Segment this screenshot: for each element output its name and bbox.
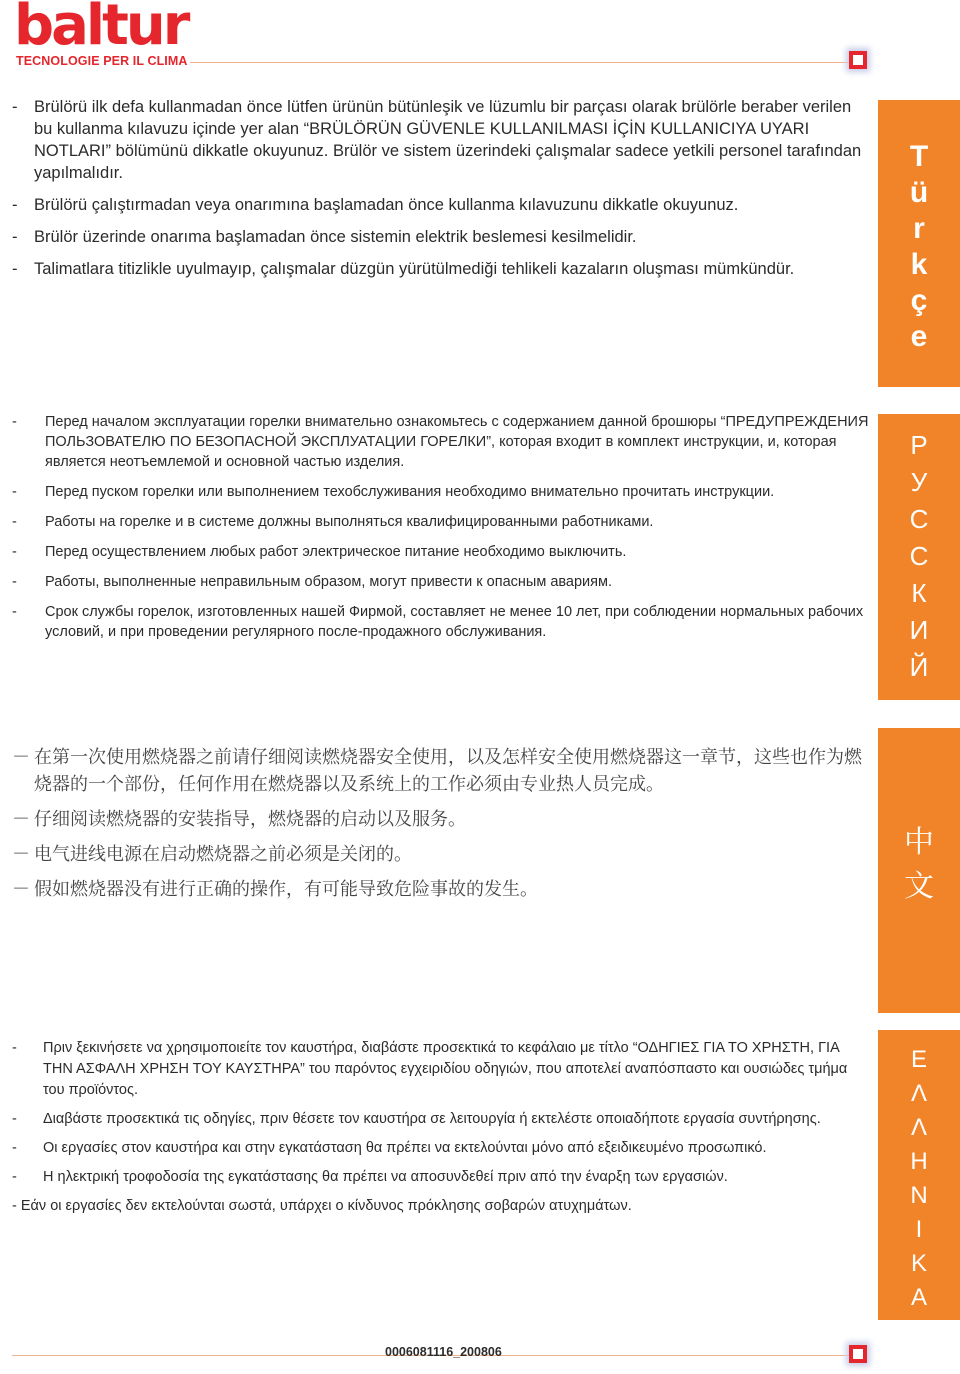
tab-letter: Ν bbox=[910, 1182, 928, 1209]
chinese-warning-2: － 仔细阅读燃烧器的安装指导，燃烧器的启动以及服务。 bbox=[12, 806, 862, 833]
russian-warning-2: - Перед пуском горелки или выполнением техобслуживания необходимо внимательно прочитать инструкции. bbox=[12, 484, 775, 500]
russian-warning-5: - Работы, выполненные неправильным образом, могут привести к опасным авариям. bbox=[12, 574, 613, 590]
bullet: － bbox=[12, 747, 30, 768]
bullet: - bbox=[12, 1169, 17, 1185]
bullet: - bbox=[12, 1040, 17, 1056]
turkish-language-tab bbox=[878, 100, 960, 387]
russian-warning-6: - Срок службы горелок, изготовленных нашей Фирмой, составляет не менее 10 лет, при соблюдении нормальных рабочих условий, и при проведении регулярного после-продажного обслуживания. bbox=[12, 604, 864, 640]
bullet: - bbox=[12, 574, 17, 590]
greek-warning-3: - Οι εργασίες στον καυστήρα και στην εγκατάσταση θα πρέπει να εκτελούνται μόνο από εξειδικευμένο προσωπικό. bbox=[12, 1138, 870, 1159]
chinese-section bbox=[12, 744, 862, 903]
bullet: - bbox=[12, 544, 17, 560]
bullet: － bbox=[12, 809, 30, 830]
russian-warning-4: - Перед осуществлением любых работ электрическое питание необходимо выключить. bbox=[12, 544, 627, 560]
chinese-warning-4: － 假如燃烧器没有进行正确的操作，有可能导致危险事故的发生。 bbox=[12, 876, 862, 903]
document-code: 0006081116_200806 bbox=[385, 1345, 502, 1359]
bullet: - bbox=[12, 604, 17, 620]
tab-letter: Η bbox=[910, 1148, 928, 1175]
tab-letter: Й bbox=[909, 652, 929, 682]
chinese-language-tab bbox=[878, 728, 960, 1013]
tab-letter: И bbox=[909, 615, 929, 645]
russian-section bbox=[12, 412, 872, 642]
russian-warning-3: - Работы на горелке и в системе должны выполняться квалифицированными работниками. bbox=[12, 514, 654, 530]
turkish-warning-1: - Brülörü ilk defa kullanmadan önce lütfen ürünün bütünleşik ve lüzumlu bir parçası olarak brülörle beraber verilen bu kullanma kılavuzu içinde yer alan “BRÜLÖRÜN GÜVENLE KULLANILMASI İÇİN KULLANICIYA UYARI NOTLARI” bölümünü dikkatle okuyunuz. Brülör ve sistem üzerindeki çalışmalar sadece yetkili personel tarafından yapılmalıdır. bbox=[12, 98, 862, 182]
bullet: - bbox=[12, 1111, 17, 1127]
greek-warning-4: - Η ηλεκτρική τροφοδοσία της εγκατάστασης θα πρέπει να αποσυνδεθεί πριν από την έναρξη των εργασιών. bbox=[12, 1167, 870, 1188]
greek-warning-5: - Εάν οι εργασίες δεν εκτελούνται σωστά, υπάρχει ο κίνδυνος πρόκλησης σοβαρών ατυχημάτων. bbox=[12, 1198, 632, 1214]
tab-letter: T bbox=[909, 140, 929, 173]
tab-letter: e bbox=[910, 320, 928, 353]
tab-letter: Ι bbox=[915, 1216, 923, 1243]
bullet: - bbox=[12, 414, 17, 430]
tab-letter: 文 bbox=[904, 869, 934, 904]
logo-wordmark: baltur bbox=[14, 0, 188, 58]
turkish-section bbox=[12, 96, 862, 280]
tab-letter: С bbox=[909, 541, 929, 571]
header-rule bbox=[190, 62, 850, 63]
bullet: - bbox=[12, 260, 18, 278]
tab-letter: У bbox=[910, 467, 928, 497]
greek-warning-2: - Διαβάστε προσεκτικά τις οδηγίες, πριν θέσετε τον καυστήρα σε λειτουργία ή εκτελέστε οποιαδήποτε εργασία συντήρησης. bbox=[12, 1109, 870, 1130]
tab-letter: Λ bbox=[910, 1114, 928, 1141]
logo-tagline: TECNOLOGIE PER IL CLIMA bbox=[16, 54, 188, 68]
tab-letter: k bbox=[910, 248, 928, 281]
bullet: － bbox=[12, 844, 30, 865]
tab-letter: ü bbox=[909, 176, 929, 209]
tab-letter: Α bbox=[910, 1284, 927, 1311]
tab-letter: Ε bbox=[910, 1046, 927, 1073]
greek-section bbox=[12, 1038, 870, 1217]
bullet: - bbox=[12, 1140, 17, 1156]
tab-letter: С bbox=[909, 504, 929, 534]
turkish-warning-2: - Brülörü çalıştırmadan veya onarımına başlamadan önce kullanma kılavuzunu dikkatle okuyunuz. bbox=[12, 196, 739, 214]
bullet: - bbox=[12, 514, 17, 530]
tab-letter: 中 bbox=[904, 825, 934, 860]
tab-letter: Р bbox=[910, 430, 928, 460]
russian-language-tab bbox=[878, 414, 960, 700]
bullet: - bbox=[12, 484, 17, 500]
tab-letter: ç bbox=[910, 284, 928, 317]
tab-letter: Λ bbox=[910, 1080, 928, 1107]
tab-letter: Κ bbox=[910, 1250, 927, 1277]
chinese-warning-1: － 在第一次使用燃烧器之前请仔细阅读燃烧器安全使用，以及怎样安全使用燃烧器这一章节，这些也作为燃烧器的一个部份，任何作用在燃烧器以及系统上的工作必须由专业热人员完成。 bbox=[12, 744, 862, 798]
turkish-warning-3: - Brülör üzerinde onarıma başlamadan önce sistemin elektrik beslemesi kesilmelidir. bbox=[12, 228, 637, 246]
turkish-warning-4: - Talimatlara titizlikle uyulmayıp, çalışmalar düzgün yürütülmediği tehlikeli kazaların oluşması mümkündür. bbox=[12, 260, 795, 278]
corner-square-bottom bbox=[849, 1345, 867, 1363]
greek-warning-1: - Πριν ξεκινήσετε να χρησιμοποιείτε τον καυστήρα, διαβάστε προσεκτικά το κεφάλαιο με τίτλο “ΟΔΗΓΙΕΣ ΓΙΑ ΤΟ ΧΡΗΣΤΗ, ΓΙΑ ΤΗΝ ΑΣΦΑΛΗ ΧΡΗΣΗ ΤΟΥ ΚΑΥΣΤΗΡΑ” του παρόντος εγχειριδίου οδηγιών, που αποτελεί αναπόσπαστο και ουσιώδες τμήμα του προϊόντος. bbox=[12, 1040, 848, 1098]
tab-letter: r bbox=[913, 212, 925, 245]
bullet: - bbox=[12, 228, 18, 246]
russian-warning-1: - Перед началом эксплуатации горелки внимательно ознакомьтесь с содержанием данной брошюры “ПРЕДУПРЕЖДЕНИЯ ПОЛЬЗОВАТЕЛЮ ПО БЕЗОПАСНОЙ ЭКСПЛУАТАЦИИ ГОРЕЛКИ”, которая входит в комплект инструкции, и, которая является неотъемлемой и основной частью изделия. bbox=[12, 414, 869, 470]
corner-square-top bbox=[849, 51, 867, 69]
bullet: － bbox=[12, 879, 30, 900]
bullet: - bbox=[12, 196, 18, 214]
tab-letter: К bbox=[911, 578, 927, 608]
greek-language-tab bbox=[878, 1030, 960, 1320]
chinese-warning-3: － 电气进线电源在启动燃烧器之前必须是关闭的。 bbox=[12, 841, 862, 868]
bullet: - bbox=[12, 98, 18, 116]
baltur-logo bbox=[14, 0, 188, 70]
